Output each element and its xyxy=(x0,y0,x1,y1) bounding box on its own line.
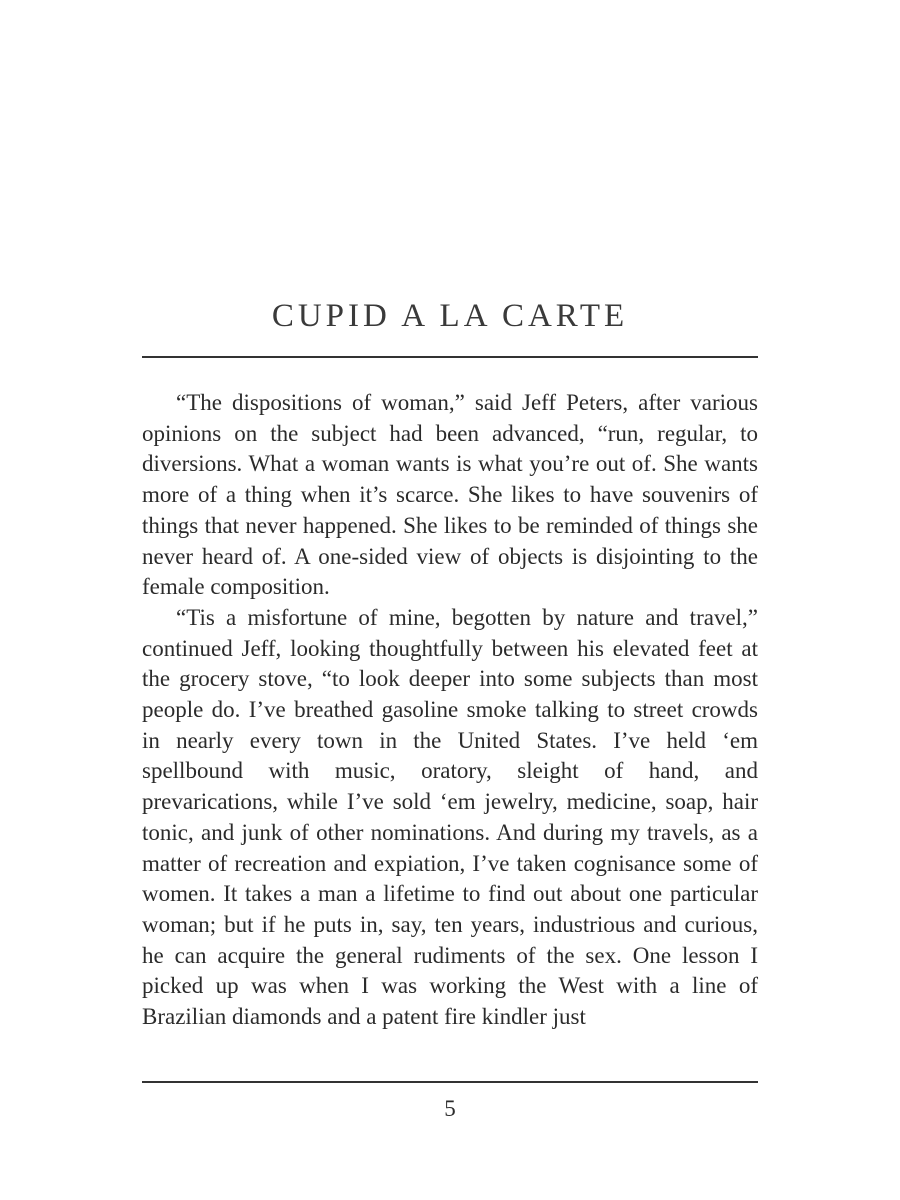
chapter-title: CUPID A LA CARTE xyxy=(271,298,629,334)
header-divider xyxy=(142,356,758,358)
page-number: 5 xyxy=(444,1096,456,1121)
paragraph: “Tis a misfortune of mine, begotten by nature and travel,” continued Jeff, looking thoughtfully between his elevated feet at the grocery stove, “to look deeper into some subjects than most people do. I’ve breathed gasoline smoke talking to street crowds in nearly every town in the United States. I’ve held ‘em spellbound with music, oratory, sleight of hand, and prevarications, while I’ve sold ‘em jewelry, medicine, soap, hair tonic, and junk of other nominations. And during my travels, as a matter of recreation and expiation, I’ve taken cognisance some of women. It takes a man a lifetime to find out about one particular woman; but if he puts in, say, ten years, industrious and curious, he can acquire the general rudiments of the sex. One lesson I picked up was when I was working the West with a line of Brazilian diamonds and a patent fire kindler just xyxy=(142,604,758,1030)
body-text xyxy=(142,388,758,1033)
paragraph: “The dispositions of woman,” said Jeff Peters, after various opinions on the subject had been advanced, “run, regular, to diversions. What a woman wants is what you’re out of. She wants more of a thing when it’s scarce. She likes to have souvenirs of things that never happened. She likes to be reminded of things she never heard of. A one-sided view of objects is disjointing to the female composition. xyxy=(142,390,758,600)
footer-divider xyxy=(142,1081,758,1083)
